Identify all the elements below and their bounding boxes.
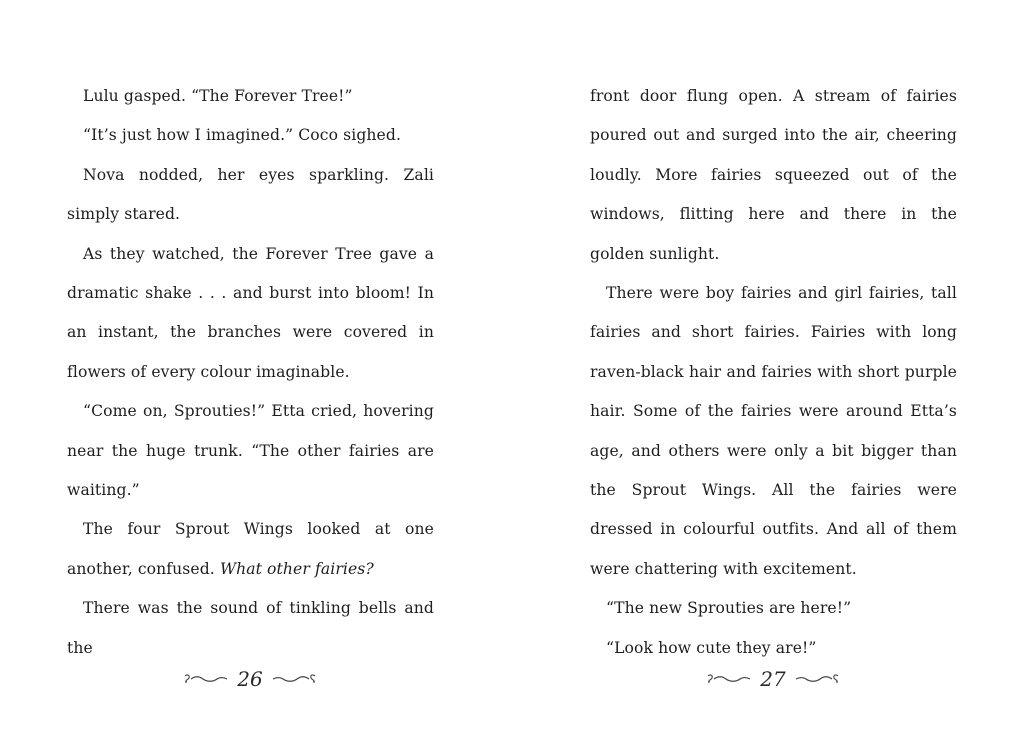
paragraph: Nova nodded, her eyes sparkling. Zali simply stared. — [67, 165, 434, 224]
paragraph: “Come on, Sprouties!” Etta cried, hovering near the huge trunk. “The other fairies are waiting.” — [67, 402, 434, 500]
paragraph: front door flung open. A stream of fairies poured out and surged into the air, cheering loudly. More fairies squeezed out of the windows, flitting here and there in the golden sunlight. — [590, 87, 957, 263]
left-flourish-icon — [183, 672, 229, 686]
paragraph: “Look how cute they are!” — [606, 638, 817, 657]
paragraph: There were boy fairies and girl fairies, tall fairies and short fairies. Fairies with long raven-black hair and fairies with short purple hair. Some of the fairies were around Etta’s age, and others were only a bit bigger than the Sprout Wings. All the fairies were dressed in colourful outfits. And all of them were chattering with excitement. — [590, 284, 957, 578]
right-flourish-icon — [271, 672, 317, 686]
left-flourish-icon — [706, 672, 752, 686]
right-page — [512, 0, 1024, 747]
paragraph: “It’s just how I imagined.” Coco sighed. — [83, 126, 402, 145]
page-number: 27 — [760, 667, 786, 691]
paragraph: Lulu gasped. “The Forever Tree!” — [83, 87, 353, 105]
italic-phrase: What other fairies? — [219, 559, 374, 578]
left-page-text — [67, 77, 434, 668]
page-number-footer — [170, 662, 330, 696]
paragraph: There was the sound of tinkling bells and the — [67, 599, 434, 657]
right-page-text — [590, 77, 957, 668]
page-number-footer — [693, 662, 853, 696]
paragraph-text: The four Sprout Wings looked at one another, confused. — [67, 520, 434, 578]
paragraph — [67, 510, 434, 589]
page-number: 26 — [237, 667, 263, 691]
paragraph: “The new Sprouties are here!” — [606, 599, 852, 618]
right-flourish-icon — [794, 672, 840, 686]
paragraph: As they watched, the Forever Tree gave a dramatic shake . . . and burst into bloom! In an instant, the branches were covered in flowers of every colour imaginable. — [67, 244, 434, 381]
